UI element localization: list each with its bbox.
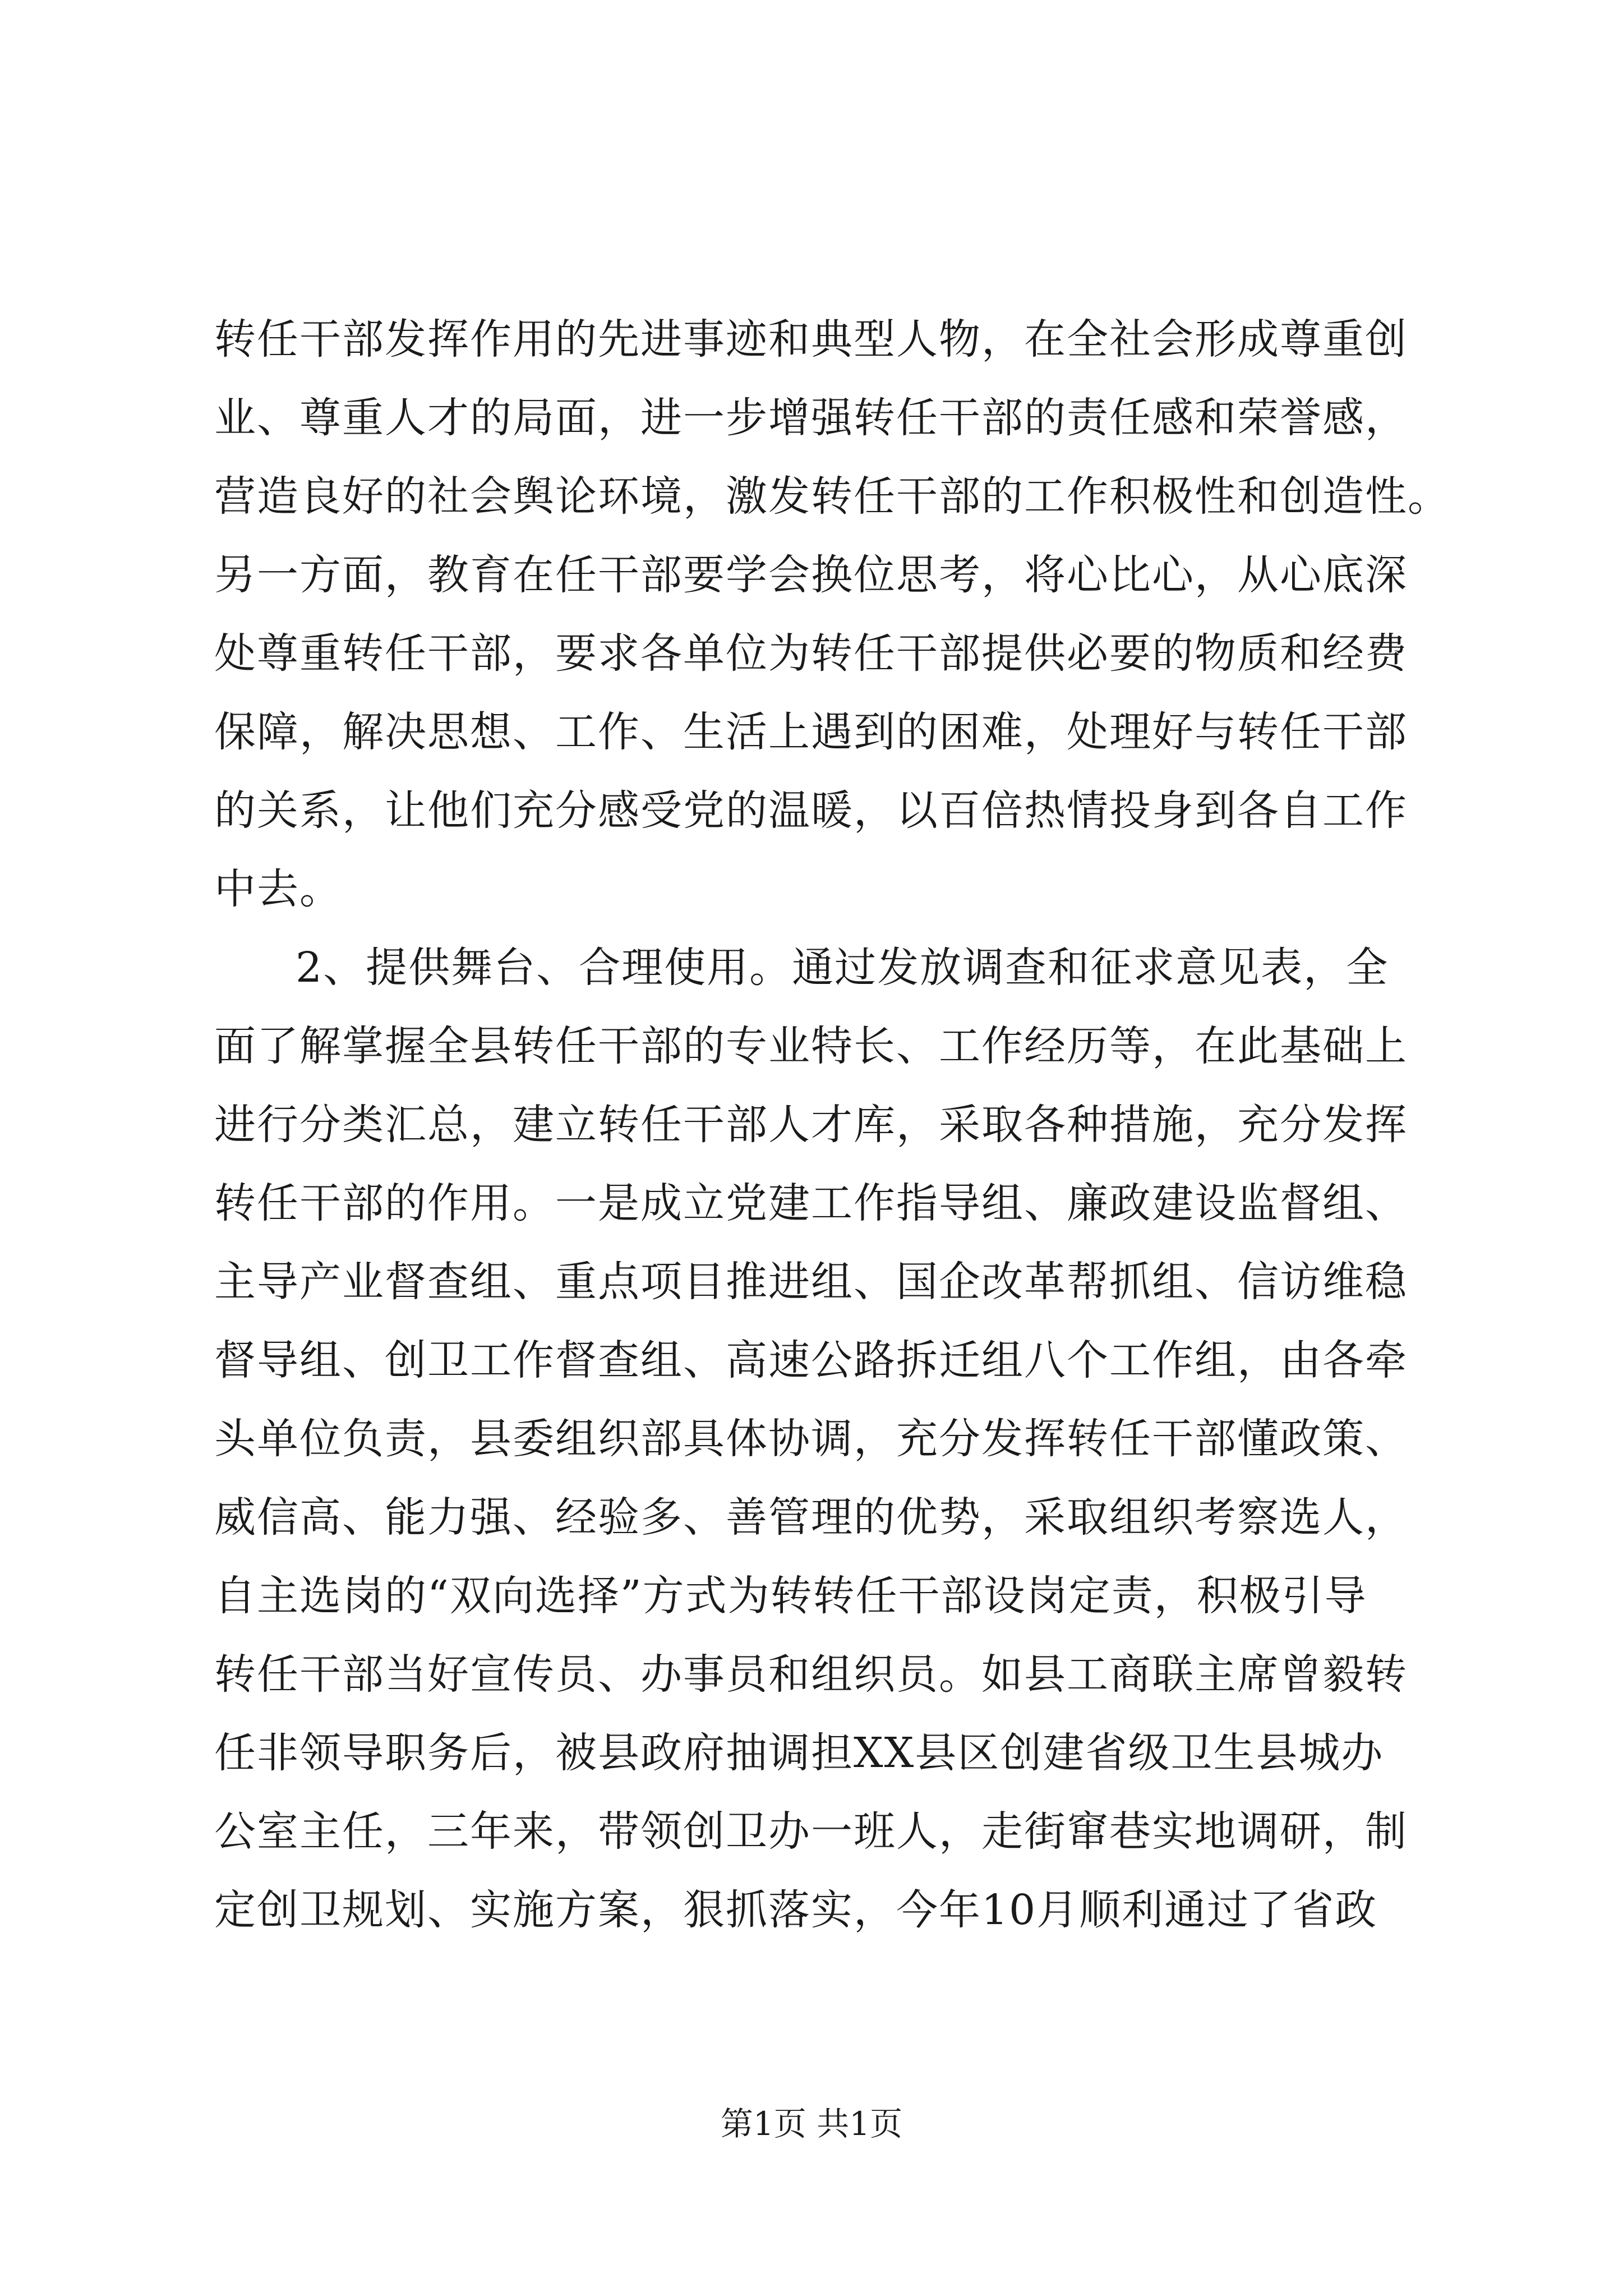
text-line: 的关系，让他们充分感受党的温暖，以百倍热情投身到各自工作 [214, 786, 1408, 835]
text-line: 任非领导职务后，被县政府抽调担XX县区创建省级卫生县城办 [214, 1729, 1384, 1777]
text-line: 主导产业督查组、重点项目推进组、国企改革帮抓组、信访维稳 [214, 1258, 1408, 1306]
text-line: 另一方面，教育在任干部要学会换位思考，将心比心，从心底深 [214, 551, 1408, 599]
text-line: 转任干部发挥作用的先进事迹和典型人物，在全社会形成尊重创 [214, 315, 1408, 364]
text-line: 中去。 [214, 865, 342, 913]
text-line: 面了解掌握全县转任干部的专业特长、工作经历等，在此基础上 [214, 1022, 1408, 1070]
text-line: 进行分类汇总，建立转任干部人才库，采取各种措施，充分发挥 [214, 1101, 1408, 1149]
text-line: 转任干部当好宣传员、办事员和组织员。如县工商联主席曾毅转 [214, 1650, 1408, 1699]
text-line-indented: 2、提供舞台、合理使用。通过发放调查和征求意见表，全 [296, 944, 1389, 992]
text-line: 转任干部的作用。一是成立党建工作指导组、廉政建设监督组、 [214, 1179, 1408, 1227]
text-line: 威信高、能力强、经验多、善管理的优势，采取组织考察选人， [214, 1493, 1408, 1542]
text-line: 头单位负责，县委组织部具体协调，充分发挥转任干部懂政策、 [214, 1415, 1408, 1463]
text-line: 督导组、创卫工作督查组、高速公路拆迁组八个工作组，由各牵 [214, 1336, 1408, 1384]
text-line: 处尊重转任干部，要求各单位为转任干部提供必要的物质和经费 [214, 629, 1408, 678]
text-line: 自主选岗的“双向选择”方式为转转任干部设岗定责，积极引导 [214, 1572, 1367, 1620]
text-line: 公室主任，三年来，带领创卫办一班人，走街窜巷实地调研，制 [214, 1807, 1408, 1856]
text-line: 定创卫规划、实施方案，狠抓落实，今年10月顺利通过了省政 [214, 1886, 1378, 1934]
text-line: 营造良好的社会舆论环境，激发转任干部的工作积极性和创造性。 [214, 472, 1450, 521]
page-number-footer: 第1页 共1页 [720, 2105, 903, 2143]
text-line: 保障，解决思想、工作、生活上遇到的困难，处理好与转任干部 [214, 708, 1408, 756]
text-line: 业、尊重人才的局面，进一步增强转任干部的责任感和荣誉感， [214, 394, 1408, 442]
